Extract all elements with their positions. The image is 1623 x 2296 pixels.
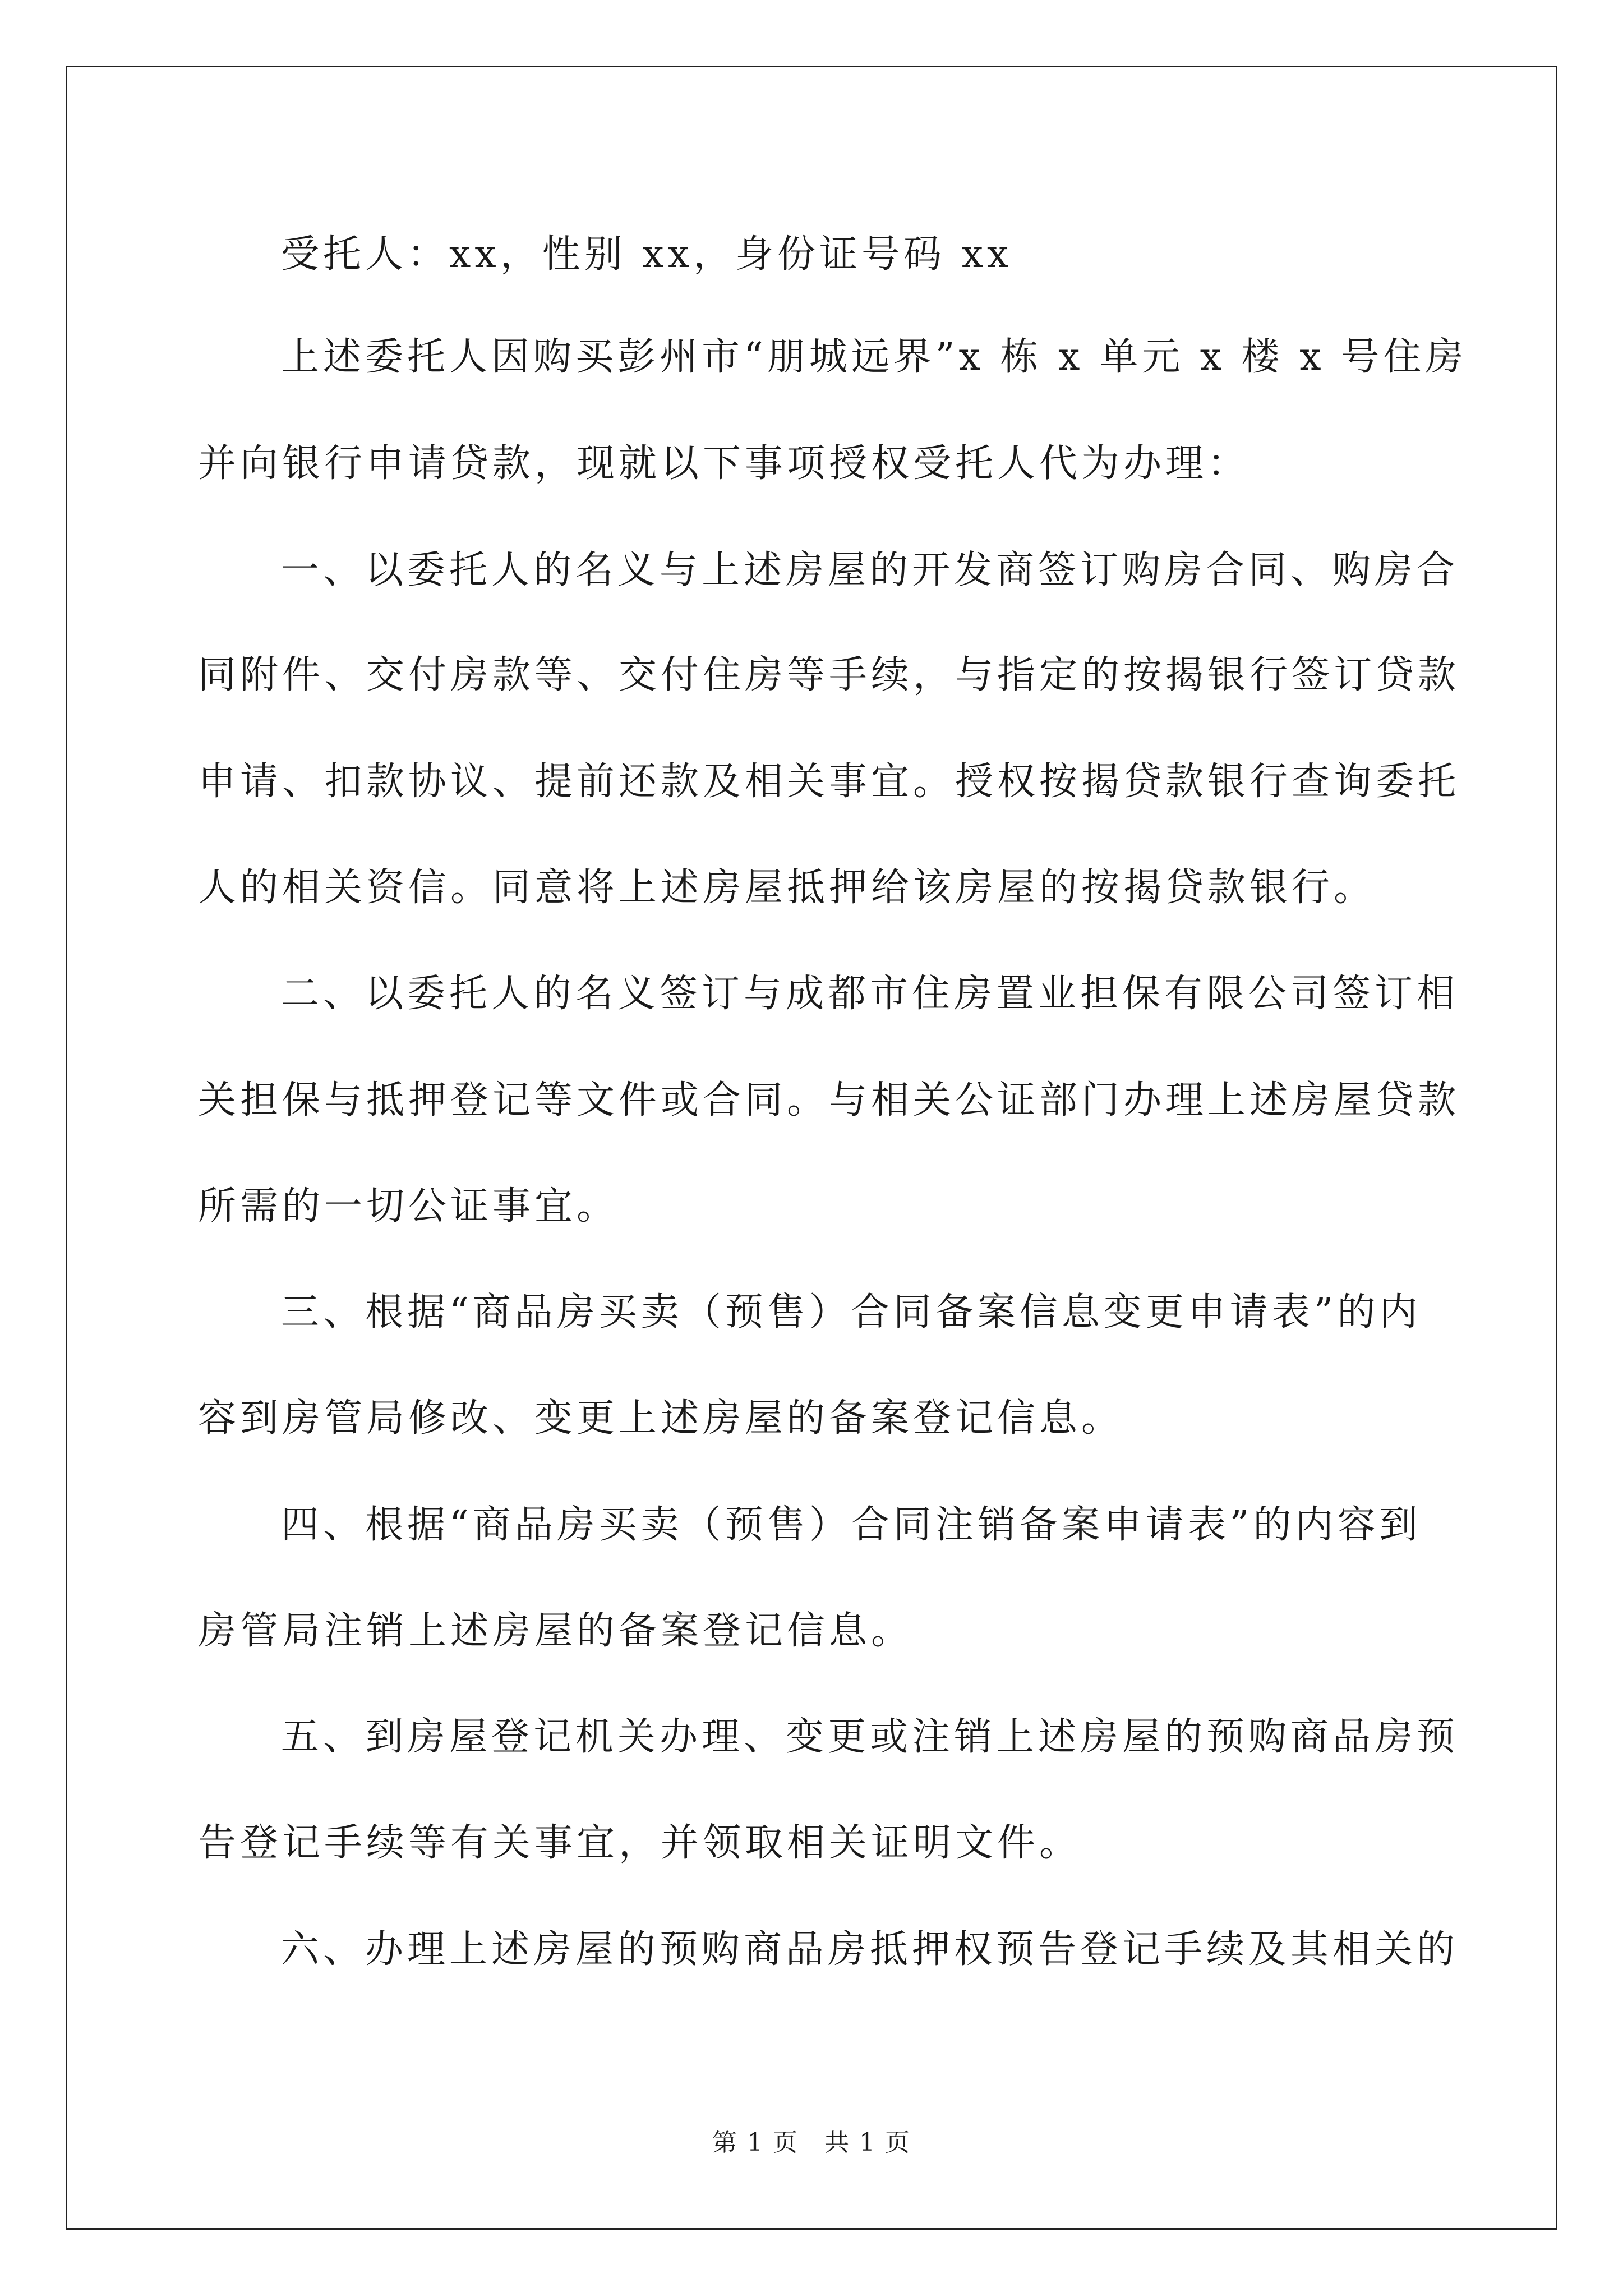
- item-1-line-1: 一、以委托人的名义与上述房屋的开发商签订购房合同、购房合: [281, 548, 1459, 592]
- item-1-line-3: 申请、扣款协议、提前还款及相关事宜。授权按揭贷款银行查询委托: [198, 760, 1460, 804]
- item-1-line-4: 人的相关资信。同意将上述房屋抵押给该房屋的按揭贷款银行。: [198, 866, 1376, 910]
- paragraph-intro-line-2: 并向银行申请贷款，现就以下事项授权受托人代为办理：: [198, 441, 1250, 486]
- item-5-line-1: 五、到房屋登记机关办理、变更或注销上述房屋的预购商品房预: [281, 1715, 1459, 1759]
- item-4-line-2: 房管局注销上述房屋的备案登记信息。: [198, 1609, 914, 1653]
- item-1-line-2: 同附件、交付房款等、交付住房等手续，与指定的按揭银行签订贷款: [198, 653, 1460, 697]
- item-3-line-1: 三、根据“商品房买卖（预售）合同备案信息变更申请表”的内: [281, 1290, 1422, 1335]
- page-border: [66, 66, 1557, 2230]
- item-6-line-1: 六、办理上述房屋的预购商品房抵押权预告登记手续及其相关的: [281, 1927, 1459, 1972]
- paragraph-trustee: 受托人：xx，性别 xx，身份证号码 xx: [281, 232, 1013, 277]
- item-5-line-2: 告登记手续等有关事宜，并领取相关证明文件。: [198, 1821, 1082, 1865]
- item-2-line-3: 所需的一切公证事宜。: [198, 1184, 619, 1228]
- paragraph-intro-line-1: 上述委托人因购买彭州市“朋城远界”x 栋 x 单元 x 楼 x 号住房: [281, 335, 1468, 379]
- item-2-line-2: 关担保与抵押登记等文件或合同。与相关公证部门办理上述房屋贷款: [198, 1078, 1460, 1122]
- item-3-line-2: 容到房管局修改、变更上述房屋的备案登记信息。: [198, 1396, 1124, 1441]
- item-2-line-1: 二、以委托人的名义签订与成都市住房置业担保有限公司签订相: [281, 972, 1459, 1016]
- page-footer: 第 1 页 共 1 页: [712, 2128, 911, 2157]
- item-4-line-1: 四、根据“商品房买卖（预售）合同注销备案申请表”的内容到: [281, 1503, 1422, 1547]
